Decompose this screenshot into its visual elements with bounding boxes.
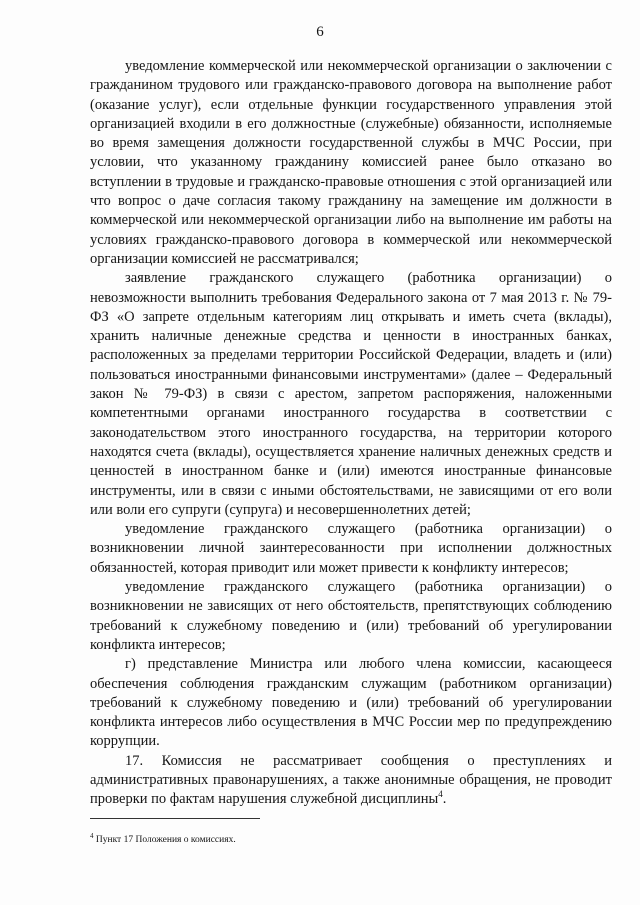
page-number: 6 xyxy=(316,24,324,40)
paragraph-item-17 xyxy=(90,752,612,810)
footnote-separator xyxy=(90,818,260,819)
paragraph-personal-interest-notice: уведомление гражданского служащего (работника организации) о возникновении личной заинтересованности при исполнении должностных обязанностей, которая приводит или может привести к конфликту интересов; xyxy=(90,521,612,576)
paragraph-end-period: . xyxy=(442,791,447,808)
document-body xyxy=(90,57,612,810)
footnote-reference: 4 xyxy=(438,789,443,800)
paragraph-item-17-text: 17. Комиссия не рассматривает сообщения о преступлениях и административных правонарушениях, а также анонимные обращения, не проводит проверки по фактам нарушения служебной дисциплины xyxy=(90,752,612,808)
footnote-mark: 4 xyxy=(90,831,94,840)
paragraph-minister-submission: г) представление Министра или любого члена комиссии, касающееся обеспечения соблюдения гражданским служащим (работником организации) требований к служебному поведению и (или) требований об урегулировании конфликта интересов либо осуществления в МЧС России мер по предупреждению коррупции. xyxy=(90,656,612,750)
paragraph-commercial-org-notice: уведомление коммерческой или некоммерческой организации о заключении с гражданином трудового или гражданско-правового договора на выполнение работ (оказание услуг), если отдельные функции государственного управления этой организацией входили в его должностные (служебные) обязанности, исполняемые во время замещения должности государственной службы в МЧС России, при условии, что указанному гражданину комиссией ранее было отказано во вступлении в трудовые и гражданско-правовые отношения с этой организацией или что вопрос о даче согласия такому гражданину на замещение им должности в коммерческой или некоммерческой организации либо на выполнение им работы на условиях гражданско-правового договора в коммерческой или некоммерческой организации комиссией не рассматривался; xyxy=(90,58,612,267)
paragraph-circumstances-notice: уведомление гражданского служащего (работника организации) о возникновении не зависящих от него обстоятельств, препятствующих соблюдению требований к служебному поведению и (или) требований об урегулировании конфликта интересов; xyxy=(90,579,612,653)
footnote xyxy=(90,831,570,846)
footnote-text: Пункт 17 Положения о комиссиях. xyxy=(93,835,236,845)
paragraph-foreign-accounts-statement: заявление гражданского служащего (работника организации) о невозможности выполнить требования Федерального закона от 7 мая 2013 г. № 79-ФЗ «О запрете отдельным категориям лиц открывать и иметь счета (вклады), хранить наличные денежные средства и ценности в иностранных банках, расположенных за пределами территории Российской Федерации, владеть и (или) пользоваться иностранными финансовыми инструментами» (далее – Федеральный закон № 79-ФЗ) в связи с арестом, запретом распоряжения, наложенными компетентными органами иностранного государства в соответствии с законодательством этого иностранного государства, на территории которого находятся счета (вклады), осуществляется хранение наличных денежных средств и ценностей в иностранном банке и (или) имеются иностранные финансовые инструменты, или в связи с иными обстоятельствами, не зависящими от его воли или воли его супруги (супруга) и несовершеннолетних детей; xyxy=(90,270,612,518)
